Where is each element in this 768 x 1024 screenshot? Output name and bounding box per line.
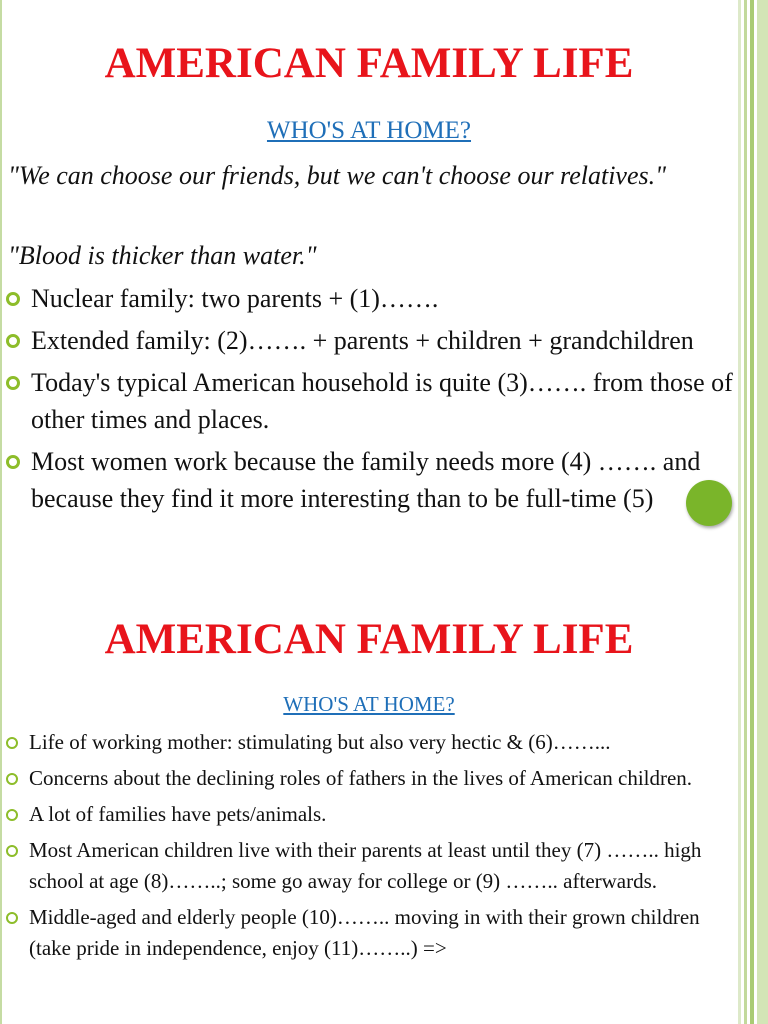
list-item bbox=[6, 322, 738, 359]
list-item bbox=[6, 727, 738, 758]
right-decorative-stripes bbox=[738, 0, 768, 1024]
list-item bbox=[6, 280, 738, 317]
bullet-text: Most women work because the family needs more (4) ……. and because they find it more interesting than to be full-time (5) bbox=[31, 447, 701, 513]
list-item bbox=[6, 763, 738, 794]
bullet-text: Middle-aged and elderly people (10)…….. moving in with their grown children (take pride in independence, enjoy (11)……..) => bbox=[29, 905, 700, 960]
quote-blood: "Blood is thicker than water." bbox=[8, 241, 317, 270]
bullet-icon bbox=[6, 809, 18, 821]
list-item bbox=[6, 835, 738, 897]
bullet-icon bbox=[6, 376, 20, 390]
bullet-text: Nuclear family: two parents + (1)……. bbox=[31, 284, 439, 313]
list-item bbox=[6, 902, 738, 964]
bullet-text: Extended family: (2)……. + parents + children + grandchildren bbox=[31, 326, 694, 355]
bullet-icon bbox=[6, 845, 18, 857]
bullet-icon bbox=[6, 292, 20, 306]
bullet-text: Life of working mother: stimulating but also very hectic & (6)……... bbox=[29, 730, 611, 754]
slide-1-title: AMERICAN FAMILY LIFE bbox=[104, 40, 634, 87]
bullet-icon bbox=[6, 773, 18, 785]
bullet-icon bbox=[6, 334, 20, 348]
slide-2-title: AMERICAN FAMILY LIFE bbox=[104, 616, 634, 663]
quote-friends: "We can choose our friends, but we can't choose our relatives." bbox=[8, 161, 667, 190]
bullet-text: Concerns about the declining roles of fathers in the lives of American children. bbox=[29, 766, 693, 790]
slide-2-subtitle[interactable]: WHO'S AT HOME? bbox=[283, 692, 455, 716]
slide-2-bullet-list bbox=[6, 727, 738, 969]
slide-2 bbox=[0, 594, 738, 1024]
slide-1-subtitle[interactable]: WHO'S AT HOME? bbox=[266, 117, 472, 144]
bullet-icon bbox=[6, 455, 20, 469]
list-item bbox=[6, 443, 738, 517]
bullet-text: A lot of families have pets/animals. bbox=[29, 802, 327, 826]
list-item bbox=[6, 364, 738, 438]
slide-1-bullet-list bbox=[6, 280, 738, 522]
bullet-icon bbox=[6, 912, 18, 924]
list-item bbox=[6, 799, 738, 830]
bullet-text: Today's typical American household is quite (3)……. from those of other times and places. bbox=[31, 368, 733, 434]
bullet-text: Most American children live with their parents at least until they (7) …….. high school at age (8)……..; some go away for college or (9) …….. afterwards. bbox=[29, 838, 702, 893]
green-circle-icon bbox=[686, 480, 732, 526]
bullet-icon bbox=[6, 737, 18, 749]
